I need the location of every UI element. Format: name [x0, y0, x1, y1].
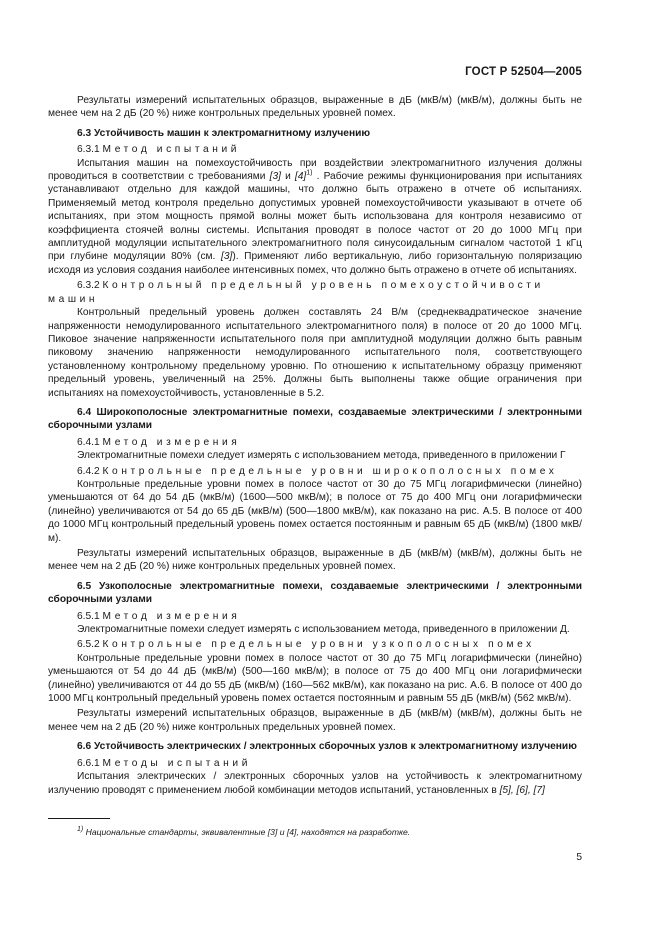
- subsection-title: Метод измерения: [102, 610, 241, 622]
- paragraph: Электромагнитные помехи следует измерять с использованием метода, приведенного в приложении Г: [77, 450, 566, 462]
- footnote-marker: 1): [77, 826, 84, 834]
- subsection-number: 6.3.2: [77, 280, 100, 292]
- paragraph: [48, 770, 582, 797]
- footnote-separator: [48, 818, 110, 819]
- subsection-title: Метод измерения: [102, 436, 241, 448]
- reference: [4]: [294, 171, 307, 183]
- subsection-number: 6.5.1: [77, 610, 100, 622]
- subsection-heading-6-6-1: [48, 757, 582, 770]
- section-heading-6-5: 6.5 Узкополосные электромагнитные помехи, создаваемые электрическими / электронными сборочными узлами: [48, 580, 582, 606]
- subsection-heading-6-4-2: [48, 465, 582, 478]
- subsection-heading-6-3-2: [48, 279, 582, 306]
- subsection-number: 6.4.1: [77, 436, 100, 448]
- paragraph: Контрольный предельный уровень должен составлять 24 В/м (среднеквадратическое значение напряженности немодулированного испытательного электромагнитного поля) в полосе от 20 до 1000 МГц. Пиковое значение напряженности испытательного поля при амплитудной модуляции должно быть равным пиковому значению напряженности немодулированного испытательного поля, соответствующего установленному контрольному предельному уровню. По отношению к испытательному образцу применяют предельный уровень, увеличенный на 25%. Должны быть выполнены также общие ограничения при испытаниях на помехоустойчивость, установленные в 5.2.: [48, 307, 582, 399]
- paragraph: Результаты измерений испытательных образцов, выраженные в дБ (мкВ/м) (мкВ/м), должны быть не менее чем на 2 дБ (20 %) ниже контрольных предельных уровней помех.: [48, 548, 582, 573]
- paragraph: Контрольные предельные уровни помех в полосе частот от 30 до 75 МГц логарифмически (линейно) уменьшаются от 54 до 44 дБ (мкВ/м) (500—160 мкВ/м); в полосе от 75 до 400 МГц они логарифмически (линейно) увеличиваются от 44 до 55 дБ (мкВ/м) (160—562 мкВ/м), как показано на рис. А.6. В полосе от 400 до 1000 МГц контрольный предельный уровень помех остается постоянным и равным 55 дБ (мкВ/м) (562 мкВ/м).: [48, 652, 582, 705]
- document-page: [48, 0, 582, 936]
- subsection-heading-6-5-1: [48, 610, 582, 623]
- section-heading-6-3: 6.3 Устойчивость машин к электромагнитному излучению: [77, 127, 371, 139]
- subsection-number: 6.5.2: [77, 639, 100, 651]
- subsection-title: Методы испытаний: [102, 757, 251, 769]
- subsection-title: Контрольные предельные уровни узкополосных помех: [102, 639, 535, 651]
- section-heading-6-6: 6.6 Устойчивость электрических / электронных сборочных узлов к электромагнитному излучению: [77, 741, 577, 753]
- paragraph-text: ). Применяют либо вертикальную, либо горизонтальную поляризацию исходя из условия создания наиболее интенсивных помех, что должно быть отражено в отчете об испытаниях.: [48, 251, 582, 276]
- paragraph: Результаты измерений испытательных образцов, выраженные в дБ (мкВ/м) (мкВ/м), должны быть не менее чем на 2 дБ (20 %) ниже контрольных предельных уровней помех.: [48, 708, 582, 733]
- subsection-title: Контрольные предельные уровни широкополосных помех: [102, 465, 558, 477]
- reference: [3]: [220, 251, 233, 263]
- paragraph-text: и: [280, 171, 295, 183]
- footnote-marker: 1): [306, 169, 313, 177]
- footnote: [77, 826, 410, 839]
- subsection-number: 6.6.1: [77, 757, 100, 769]
- footnote-text: Национальные стандарты, эквивалентные [3] и [4], находятся на разработке.: [85, 827, 411, 837]
- document-id-header: ГОСТ Р 52504—2005: [465, 66, 582, 78]
- paragraph: Электромагнитные помехи следует измерять с использованием метода, приведенного в приложении Д.: [77, 624, 570, 636]
- paragraph: Результаты измерений испытательных образцов, выраженные в дБ (мкВ/м) (мкВ/м), должны быть не менее чем на 2 дБ (20 %) ниже контрольных предельных уровней помех.: [48, 95, 582, 120]
- paragraph: Контрольные предельные уровни помех в полосе частот от 30 до 75 МГц логарифмически (линейно) уменьшаются от 64 до 54 дБ (мкВ/м) (1600—500 мкВ/м); в полосе от 75 до 400 МГц они логарифмически (линейно) увеличиваются от 54 до 65 дБ (мкВ/м) (500—1800 мкВ/м), как показано на рис. А.5. В полосе от 400 до 1000 МГц контрольный предельный уровень помех остается постоянным и равным 65 дБ (мкВ/м) (1800 мкВ/м).: [48, 478, 582, 544]
- subsection-number: 6.4.2: [77, 465, 100, 477]
- paragraph-text: Испытания машин на помехоустойчивость при воздействии электромагнитного излучения должны проводиться в соответствии с требованиями: [48, 157, 582, 183]
- paragraph-text: Испытания электрических / электронных сборочных узлов на устойчивость к электромагнитному излучению проводят с применением любой комбинации методов испытаний, установленных в: [48, 771, 582, 796]
- page-number: 5: [576, 852, 582, 863]
- subsection-heading-6-3-1: [48, 143, 582, 156]
- paragraph: [48, 157, 582, 278]
- subsection-heading-6-5-2: [48, 638, 582, 651]
- paragraph-text: . Рабочие режимы функционирования при испытаниях устанавливают отдельно для каждой машины, что должно быть отражено в отчете об испытаниях. Применяемый метод контроля предельно допустимых уровней помехоустойчивости указывают в отчете об испытаниях, при этом мощность прямой волны может быть использована для контроля независимо от коэффициента стоячей волны системы. Испытания проводят в полосе частот от 20 до 1000 МГц при амплитудной модуляции испытательного электромагнитного поля синусоидальным сигналом частотой 1 кГц при глубине модуляции 80% (см.: [48, 171, 582, 263]
- section-heading-6-4: 6.4 Широкополосные электромагнитные помехи, создаваемые электрическими / электронными сборочными узлами: [48, 406, 582, 432]
- subsection-number: 6.3.1: [77, 144, 100, 156]
- subsection-heading-6-4-1: [48, 436, 582, 449]
- subsection-title: Метод испытаний: [102, 144, 241, 156]
- document-body: [48, 94, 582, 797]
- subsection-title: Контрольный предельный уровень помехоустойчивости машин: [48, 280, 544, 305]
- reference: [5], [6], [7]: [499, 784, 545, 796]
- reference: [3]: [269, 171, 281, 183]
